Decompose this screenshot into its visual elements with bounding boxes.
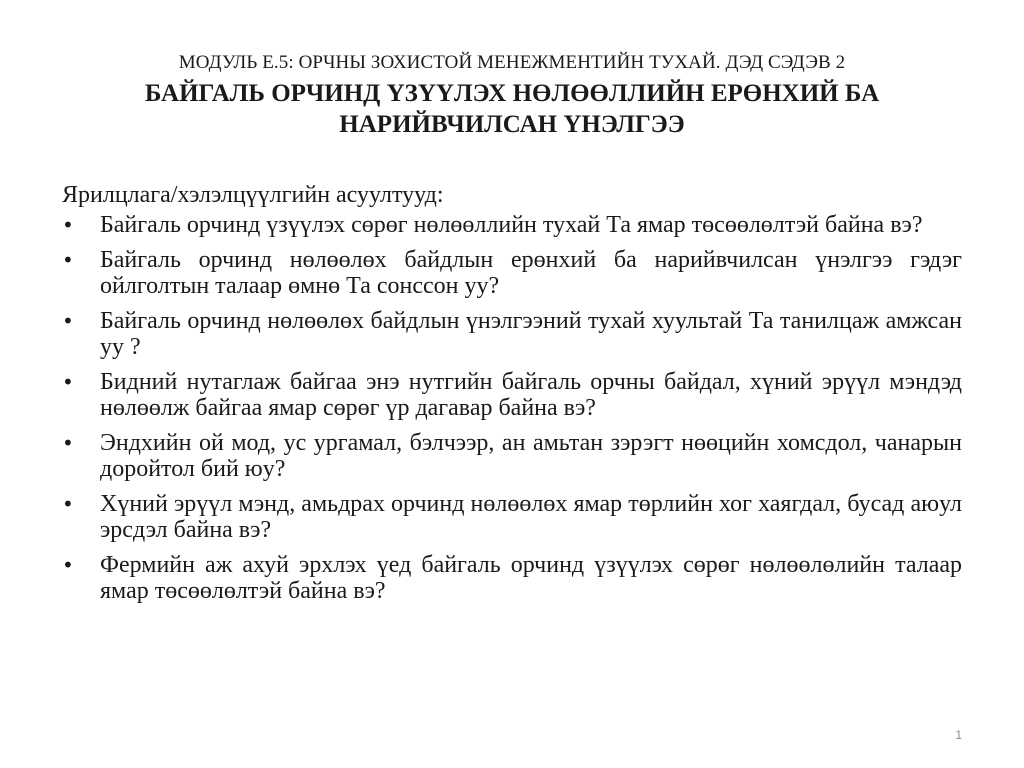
slide-title: БАЙГАЛЬ ОРЧИНД ҮЗҮҮЛЭХ НӨЛӨӨЛЛИЙН ЕРӨНХИЙ БА НАРИЙВЧИЛСАН ҮНЭЛГЭЭ <box>144 80 880 138</box>
bullet-icon: • <box>62 553 74 577</box>
list-item <box>62 430 962 482</box>
list-item <box>62 247 962 299</box>
question-text: Эндхийн ой мод, ус ургамал, бэлчээр, ан амьтан зэрэгт нөөцийн хомсдол, чанарын доройтол бий юу? <box>100 430 962 482</box>
question-text: Хүний эрүүл мэнд, амьдрах орчинд нөлөөлөх ямар төрлийн хог хаягдал, бусад аюул эрсдэл байна вэ? <box>100 491 962 543</box>
list-item <box>62 308 962 360</box>
questions-intro: Ярилцлага/хэлэлцүүлгийн асуултууд: <box>62 182 444 208</box>
bullet-icon: • <box>62 309 74 333</box>
bullet-icon: • <box>62 213 74 237</box>
question-list <box>62 212 962 604</box>
list-item <box>62 552 962 604</box>
bullet-icon: • <box>62 431 74 455</box>
bullet-icon: • <box>62 248 74 272</box>
question-text: Байгаль орчинд үзүүлэх сөрөг нөлөөллийн тухай Та ямар төсөөлөлтэй байна вэ? <box>100 212 923 238</box>
page-number: 1 <box>955 728 962 742</box>
slide-body <box>62 182 962 613</box>
question-text: Бидний нутаглаж байгаа энэ нутгийн байгаль орчны байдал, хүний эрүүл мэндэд нөлөөлж байгаа ямар сөрөг үр дагавар байна вэ? <box>100 369 962 421</box>
bullet-icon: • <box>62 492 74 516</box>
list-item <box>62 369 962 421</box>
question-text: Байгаль орчинд нөлөөлөх байдлын үнэлгээний тухай хуультай Та танилцаж амжсан уу ? <box>100 308 962 360</box>
slide-header <box>60 50 964 140</box>
question-text: Фермийн аж ахуй эрхлэх үед байгаль орчинд үзүүлэх сөрөг нөлөөлөлийн талаар ямар төсөөлөлтэй байна вэ? <box>100 552 962 604</box>
module-subtitle: МОДУЛЬ Е.5: ОРЧНЫ ЗОХИСТОЙ МЕНЕЖМЕНТИЙН ТУХАЙ. ДЭД СЭДЭВ 2 <box>178 52 846 73</box>
bullet-icon: • <box>62 370 74 394</box>
list-item <box>62 491 962 543</box>
question-text: Байгаль орчинд нөлөөлөх байдлын ерөнхий ба нарийвчилсан үнэлгээ гэдэг ойлголтын талаар өмнө Та сонссон уу? <box>100 247 962 299</box>
list-item <box>62 212 962 238</box>
